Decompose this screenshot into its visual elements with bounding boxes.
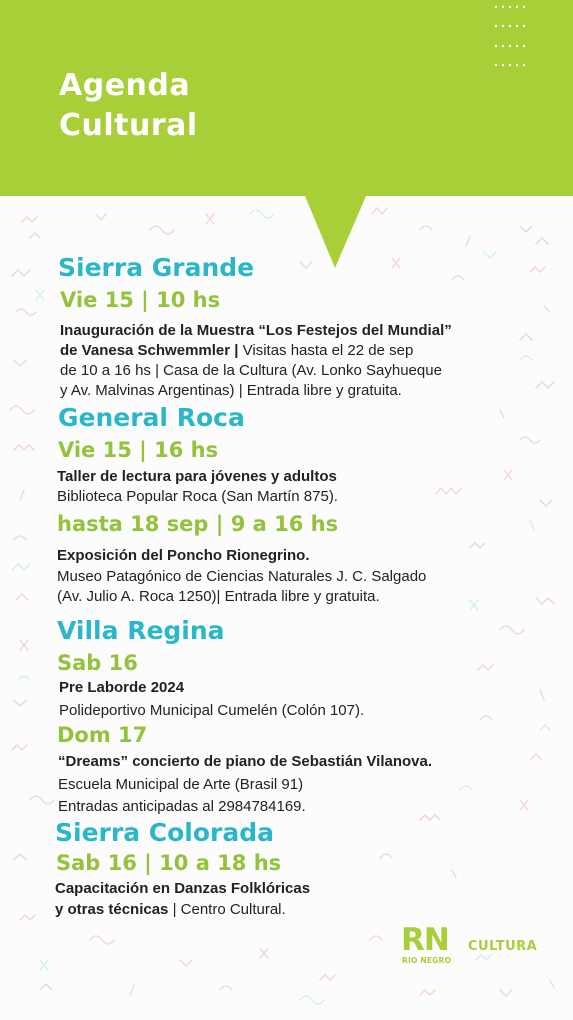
event-detail-line: Polideportivo Municipal Cumelén (Colón 107). — [59, 702, 365, 719]
event-date: hasta 18 sep | 9 a 16 hs — [57, 512, 339, 536]
event-detail-line: Entradas anticipadas al 2984784169. — [58, 798, 306, 815]
cultura-label: CULTURA — [468, 939, 538, 954]
event-title-text: Inauguración de la Muestra “Los Festejos del Mundial” — [60, 322, 452, 339]
location-heading: Sierra Grande — [58, 253, 255, 282]
title-line-cultural: Cultural — [59, 108, 198, 143]
event-detail-line — [60, 341, 413, 361]
rn-logo-mark: RN — [401, 922, 449, 958]
event-detail-line: y Av. Malvinas Argentinas) | Entrada libre y gratuita. — [60, 382, 402, 399]
event-date: Dom 17 — [57, 723, 148, 747]
location-heading: Villa Regina — [57, 616, 225, 645]
title-line-agenda: Agenda — [59, 68, 191, 103]
event-title — [60, 321, 452, 341]
event-title — [57, 546, 310, 566]
event-title — [57, 467, 337, 487]
event-title-text: Capacitación en Danzas Folklóricas — [55, 880, 311, 897]
event-visits: Visitas hasta el 22 de sep — [238, 342, 414, 359]
event-title — [55, 879, 310, 899]
event-date: Vie 15 | 10 hs — [60, 288, 221, 312]
page-title — [59, 66, 198, 146]
event-date: Vie 15 | 16 hs — [58, 438, 219, 462]
event-detail-line — [55, 900, 286, 920]
rio-negro-cultura-logo — [401, 922, 551, 971]
event-detail-line: Museo Patagónico de Ciencias Naturales J. C. Salgado — [57, 568, 427, 585]
event-detail-line: Escuela Municipal de Arte (Brasil 91) — [58, 776, 304, 793]
rio-negro-label: RIO NEGRO — [402, 956, 452, 965]
event-date: Sab 16 | 10 a 18 hs — [56, 851, 282, 875]
event-title — [59, 678, 184, 698]
event-title-text: Taller de lectura para jóvenes y adultos — [57, 468, 337, 485]
event-venue: | Centro Cultural. — [168, 901, 286, 918]
event-detail-line: Biblioteca Popular Roca (San Martín 875). — [57, 488, 338, 505]
event-title-text: Pre Laborde 2024 — [59, 679, 185, 696]
dot-grid-decoration — [494, 4, 528, 68]
event-title-text: “Dreams” concierto de piano de Sebastián Vilanova. — [58, 753, 433, 770]
location-heading: Sierra Colorada — [55, 818, 274, 847]
event-detail-line: de 10 a 16 hs | Casa de la Cultura (Av. Lonko Sayhueque — [60, 362, 442, 379]
event-title-text: Exposición del Poncho Rionegrino. — [57, 547, 310, 564]
event-date: Sab 16 — [57, 651, 138, 675]
event-artist: de Vanesa Schwemmler | — [60, 342, 239, 359]
event-detail-line: (Av. Julio A. Roca 1250)| Entrada libre y gratuita. — [57, 588, 380, 605]
event-title-text: y otras técnicas — [55, 901, 169, 918]
location-heading: General Roca — [58, 403, 245, 432]
event-title — [58, 752, 432, 772]
